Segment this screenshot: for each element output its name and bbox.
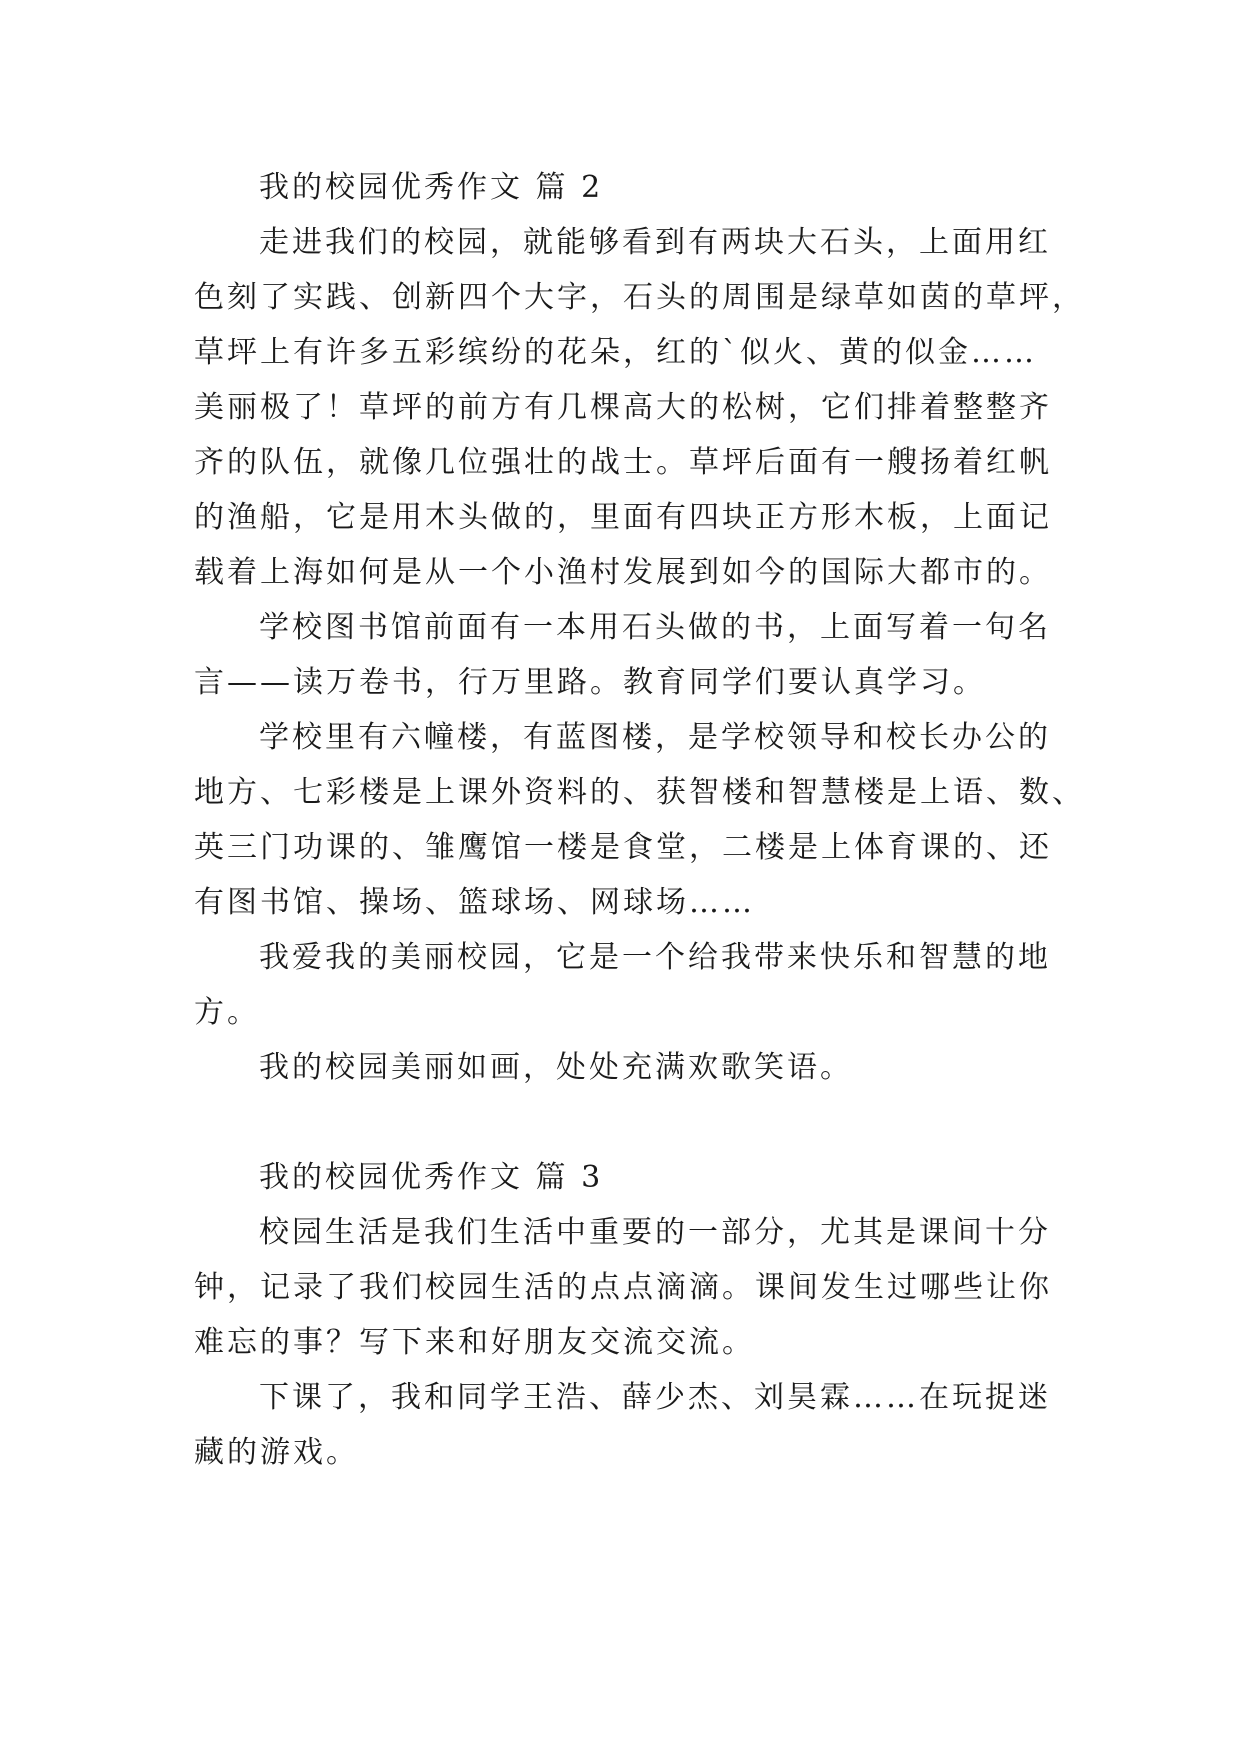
paragraph-line: 色刻了实践、创新四个大字，石头的周围是绿草如茵的草坪， [194, 280, 1085, 315]
paragraph-line: 英三门功课的、雏鹰馆一楼是食堂，二楼是上体育课的、还 [194, 830, 1052, 865]
paragraph-line: 学校图书馆前面有一本用石头做的书，上面写着一句名 [259, 610, 1051, 645]
paragraph-line: 下课了，我和同学王浩、薛少杰、刘昊霖……在玩捉迷 [259, 1380, 1051, 1415]
paragraph-line: 载着上海如何是从一个小渔村发展到如今的国际大都市的。 [194, 555, 1052, 590]
paragraph-line: 齐的队伍，就像几位强壮的战士。草坪后面有一艘扬着红帆 [194, 445, 1052, 480]
paragraph-line: 我的校园美丽如画，处处充满欢歌笑语。 [259, 1050, 853, 1085]
paragraph-line: 地方、七彩楼是上课外资料的、获智楼和智慧楼是上语、数、 [194, 775, 1085, 810]
paragraph-line: 言——读万卷书，行万里路。教育同学们要认真学习。 [194, 665, 986, 700]
paragraph-line: 草坪上有许多五彩缤纷的花朵，红的`似火、黄的似金…… [194, 335, 1037, 370]
paragraph-line: 有图书馆、操场、篮球场、网球场…… [194, 885, 755, 920]
paragraph-line: 我爱我的美丽校园，它是一个给我带来快乐和智慧的地 [259, 940, 1051, 975]
paragraph-line: 的渔船，它是用木头做的，里面有四块正方形木板，上面记 [194, 500, 1052, 535]
paragraph-line: 学校里有六幢楼，有蓝图楼，是学校领导和校长办公的 [259, 720, 1051, 755]
paragraph-line: 走进我们的校园，就能够看到有两块大石头，上面用红 [259, 225, 1051, 260]
paragraph-line: 方。 [194, 995, 260, 1030]
paragraph-line: 难忘的事？写下来和好朋友交流交流。 [194, 1325, 755, 1360]
paragraph-line: 藏的游戏。 [194, 1435, 359, 1470]
section-title: 我的校园优秀作文 篇 3 [259, 1160, 604, 1195]
paragraph-line: 校园生活是我们生活中重要的一部分，尤其是课间十分 [259, 1215, 1051, 1250]
paragraph-line: 美丽极了！草坪的前方有几棵高大的松树，它们排着整整齐 [194, 390, 1052, 425]
section-title: 我的校园优秀作文 篇 2 [259, 170, 604, 205]
paragraph-line: 钟，记录了我们校园生活的点点滴滴。课间发生过哪些让你 [194, 1270, 1052, 1305]
